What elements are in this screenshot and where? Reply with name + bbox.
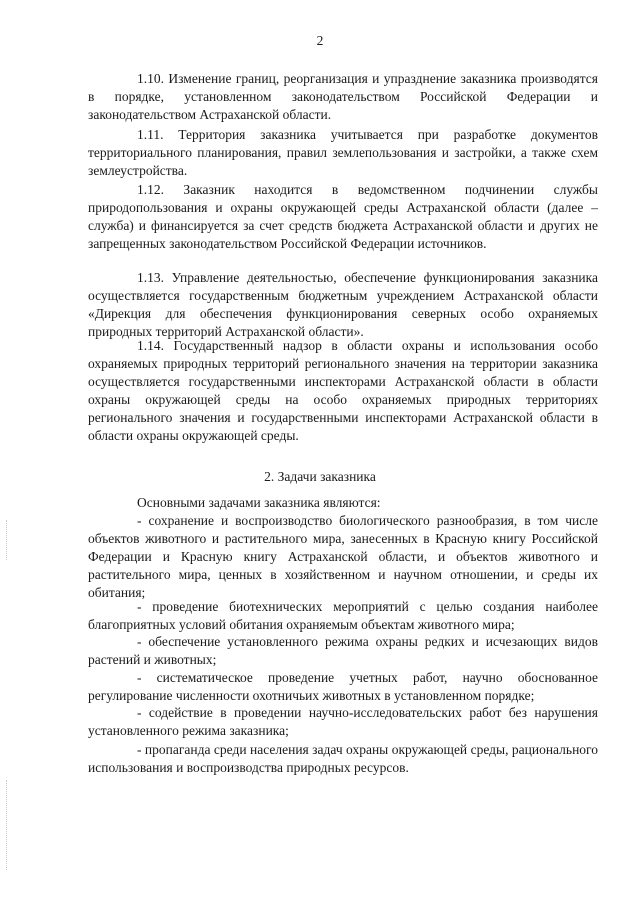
paragraph-1-12: 1.12. Заказник находится в ведомственном подчинении службы природопользования и охраны окружающей среды Астраханской области (далее – служба) и финансируется за счет средств бюджета Астраханской области и других не запрещенных законодательством Российской Федерации источников. (88, 182, 598, 252)
paragraph-1-14: 1.14. Государственный надзор в области охраны и использования особо охраняемых природных территорий регионального значения на территории заказника осуществляется государственными инспекторами Астраханской области в области охраны окружающей среды на особо охраняемых природных территориях регионального значения и государственными инспекторами Астраханской области в области охраны окружающей среды. (88, 338, 598, 444)
task-item: - пропаганда среди населения задач охраны окружающей среды, рационального использования и воспроизводства природных ресурсов. (88, 742, 598, 776)
scan-edge-mark (6, 520, 8, 560)
scan-edge-mark (6, 780, 8, 870)
page-number: 2 (316, 33, 324, 48)
paragraph-1-13: 1.13. Управление деятельностью, обеспечение функционирования заказника осуществляется государственным бюджетным учреждением Астраханской области «Дирекция для обеспечения функционирования северных особо охраняемых природных территорий Астраханской области». (88, 270, 598, 340)
task-item: - содействие в проведении научно-исследовательских работ без нарушения установленного режима заказника; (88, 705, 598, 739)
task-item: - проведение биотехнических мероприятий с целью создания наиболее благоприятных условий обитания охраняемым объектам животного мира; (88, 599, 598, 633)
paragraph-1-10: 1.10. Изменение границ, реорганизация и упразднение заказника производятся в порядке, установленном законодательством Российской Федерации и законодательством Астраханской области. (88, 71, 598, 123)
section-heading: 2. Задачи заказника (264, 469, 376, 484)
tasks-intro: Основными задачами заказника являются: (137, 495, 381, 510)
task-item: - сохранение и воспроизводство биологического разнообразия, в том числе объектов животного и растительного мира, занесенных в Красную книгу Российской Федерации и Красную книгу Астраханской области, и объектов животного и растительного мира, ценных в хозяйственном и научном отношении, и среды их обитания; (88, 513, 598, 601)
paragraph-1-11: 1.11. Территория заказника учитывается при разработке документов территориального планирования, правил землепользования и застройки, а также схем землеустройства. (88, 127, 598, 179)
task-item: - систематическое проведение учетных работ, научно обоснованное регулирование численности охотничьих животных в установленном порядке; (88, 670, 598, 704)
task-item: - обеспечение установленного режима охраны редких и исчезающих видов растений и животных; (88, 634, 598, 668)
